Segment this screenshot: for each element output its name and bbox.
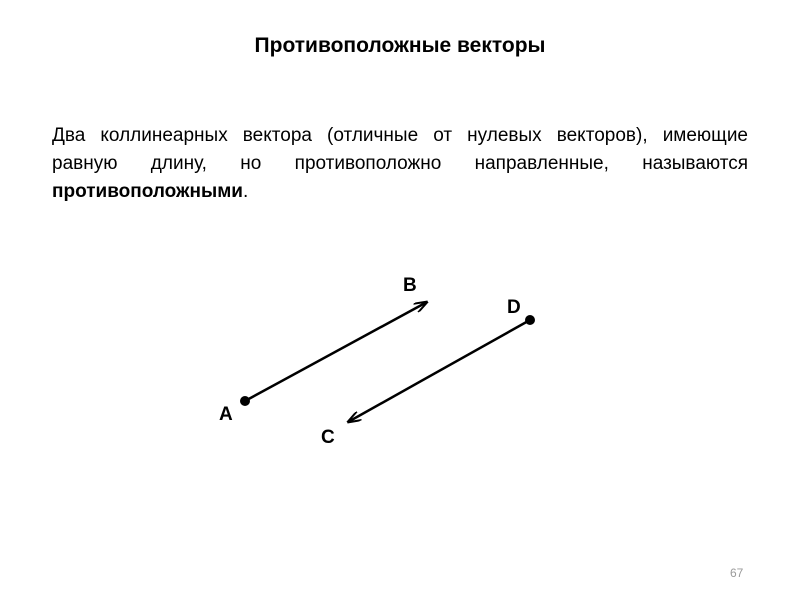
point-label-b: B: [403, 275, 417, 296]
definition-text-end: .: [242, 181, 249, 202]
definition-term: противоположными: [52, 181, 243, 202]
vector-ab: [245, 302, 427, 401]
definition-text-start: Два коллинеарных вектора (отличные от нулевых векторов), имеющие равную длину, но противоположно направленные, называются: [52, 125, 748, 174]
point-label-d: D: [507, 297, 521, 318]
point-label-c: C: [321, 427, 335, 448]
point-d-dot: [525, 315, 535, 325]
slide-title: Противоположные векторы: [254, 34, 546, 57]
point-a-dot: [240, 396, 250, 406]
point-label-a: A: [219, 404, 233, 425]
page-number: 67: [730, 566, 744, 580]
vector-dc: [348, 320, 530, 422]
